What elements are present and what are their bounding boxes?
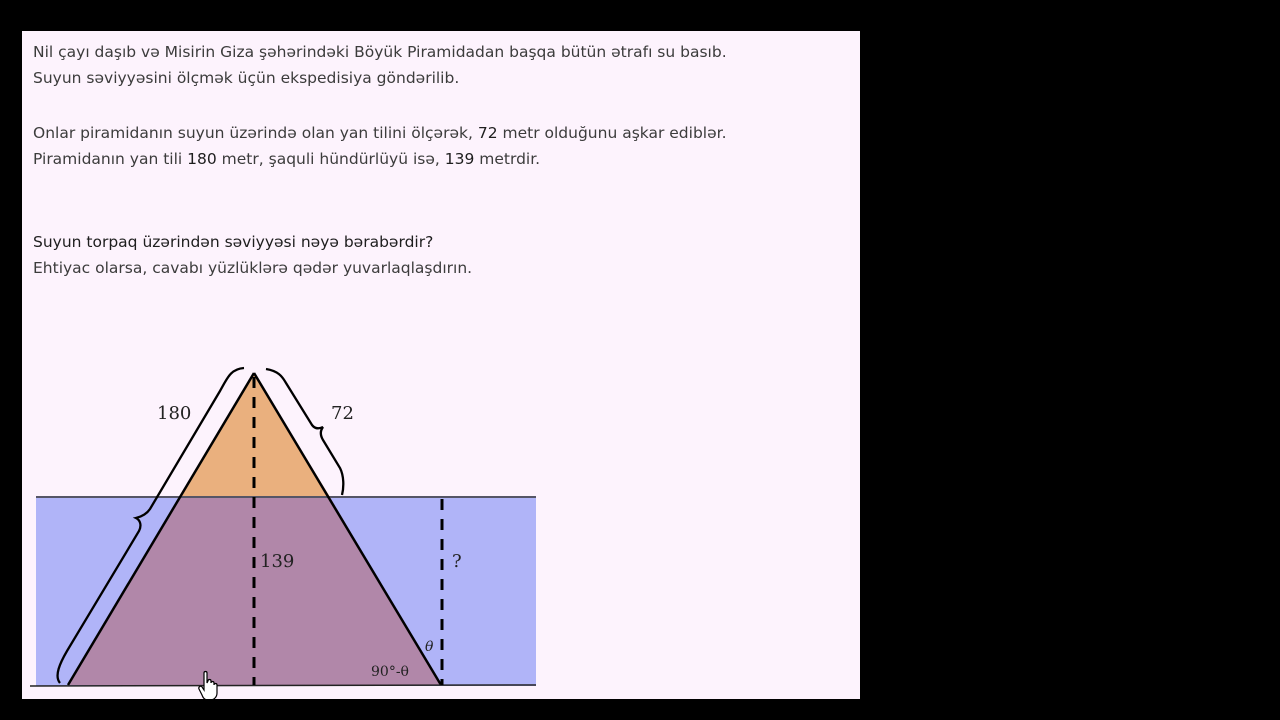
problem-line-4-a: Piramidanın yan tili	[33, 150, 188, 168]
unknown-label: ?	[452, 551, 462, 572]
edge-above-water-value: 72	[477, 124, 498, 142]
edge-label: 180	[157, 403, 192, 424]
complement-angle-label: 90°-θ	[371, 664, 409, 680]
height-value: 139	[444, 150, 475, 168]
theta-label: θ	[425, 639, 434, 655]
problem-line-3-b: metr olduğunu aşkar ediblər.	[497, 124, 727, 142]
problem-line-4-b: metr, şaquli hündürlüyü isə,	[216, 150, 445, 168]
question-text: Suyun torpaq üzərindən səviyyəsi nəyə bərabərdir?	[33, 233, 434, 251]
above-water-label: 72	[331, 403, 354, 424]
ground-line	[30, 685, 536, 686]
content-panel	[22, 31, 860, 699]
problem-line-1: Nil çayı daşıb və Misirin Giza şəhərindəki Böyük Piramidadan başqa bütün ətrafı su basıb.	[33, 43, 727, 61]
problem-line-4-c: metrdir.	[474, 150, 541, 168]
problem-line-3-a: Onlar piramidanın suyun üzərində olan yan tilini ölçərək,	[33, 124, 478, 142]
problem-line-2: Suyun səviyyəsini ölçmək üçün ekspedisiya göndərilib.	[33, 69, 460, 87]
hint-text: Ehtiyac olarsa, cavabı yüzlüklərə qədər yuvarlaqlaşdırın.	[33, 259, 473, 277]
height-label: 139	[260, 551, 295, 572]
edge-length-value: 180	[187, 150, 217, 168]
pyramid-diagram	[22, 31, 860, 699]
